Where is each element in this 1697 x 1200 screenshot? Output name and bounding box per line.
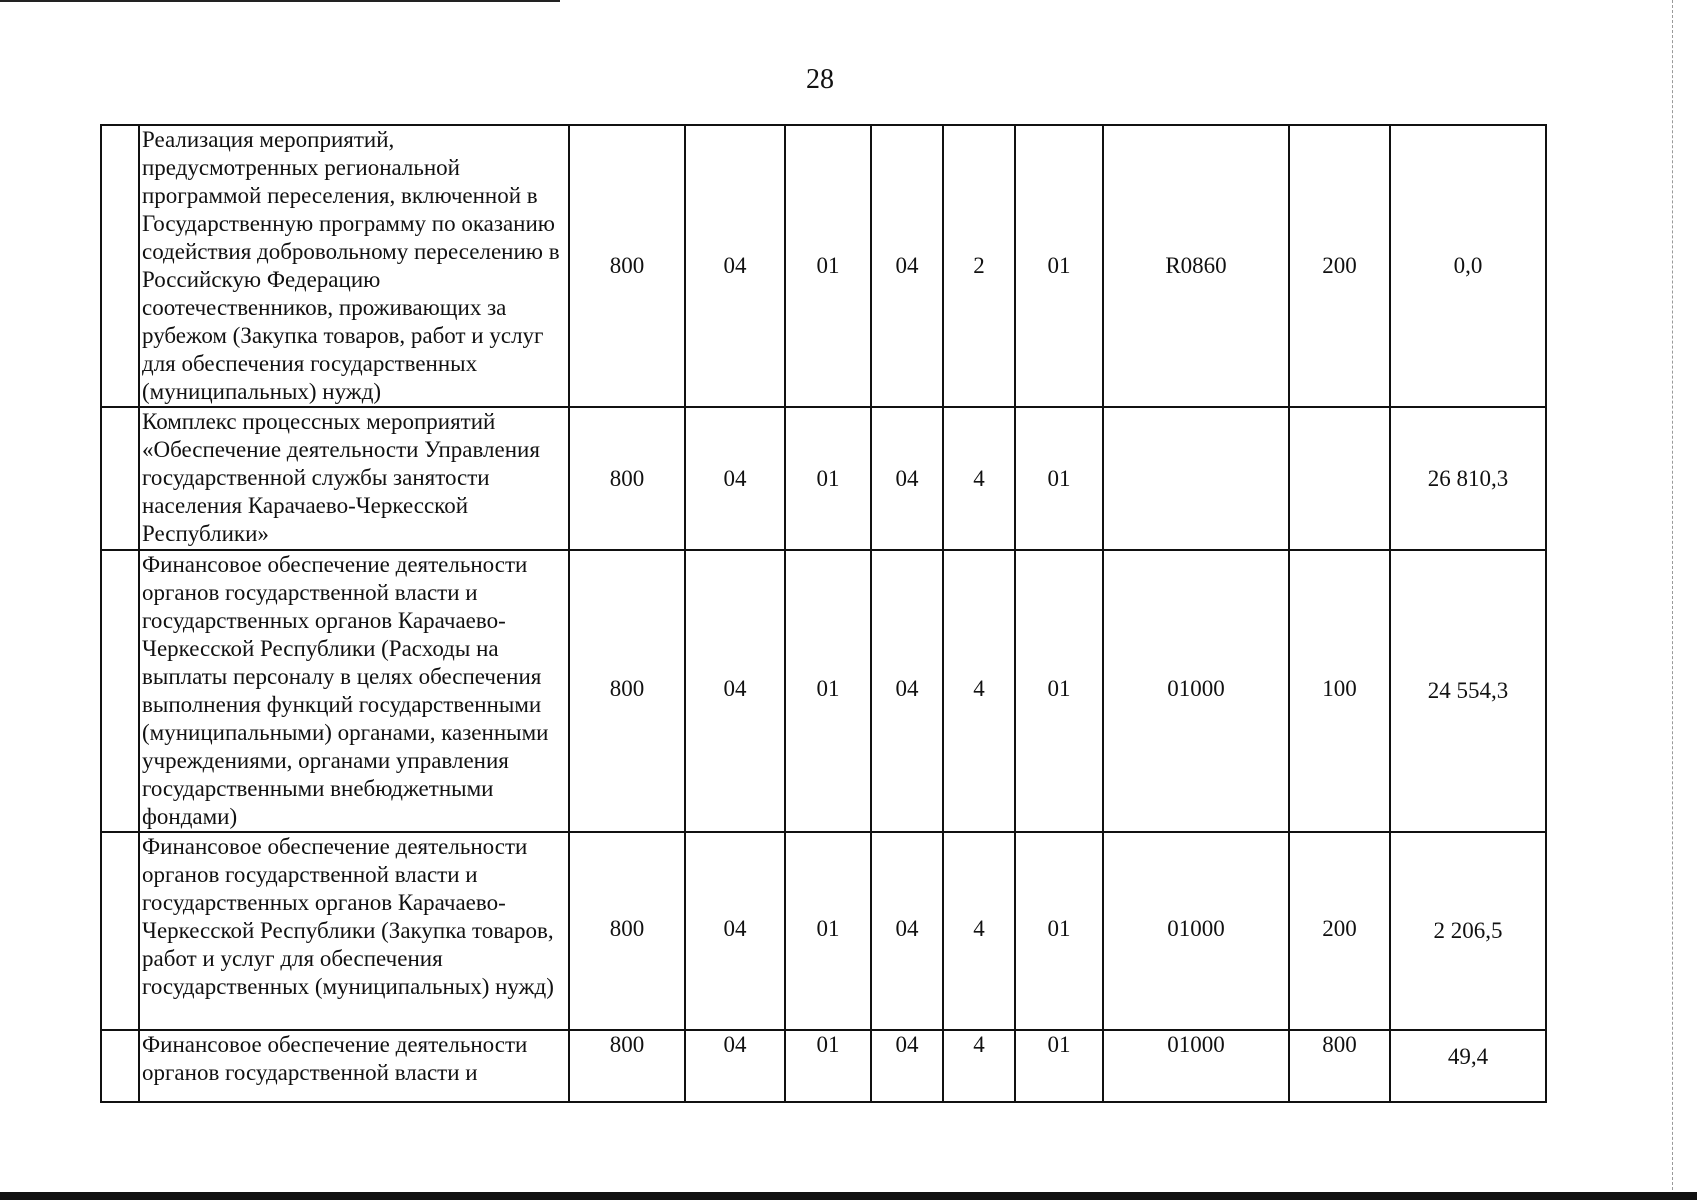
description-cell: Финансовое обеспечение деятельности органов государственной власти и государственных органов Карачаево-Черкесской Республики (Закупка товаров, работ и услуг для обеспечения государственных (муниципальных) нужд)	[139, 832, 569, 1030]
row-number-cell	[101, 550, 139, 832]
target-article-cell: 01000	[1103, 832, 1289, 1030]
target-article-cell: 01000	[1103, 1030, 1289, 1102]
budget-table	[100, 124, 1547, 1103]
amount-cell: 0,0	[1390, 125, 1546, 407]
section-cell: 04	[685, 832, 785, 1030]
program-cell: 04	[871, 407, 943, 550]
page-number: 28	[806, 64, 834, 95]
program-cell: 04	[871, 550, 943, 832]
expense-type-cell: 100	[1289, 550, 1390, 832]
program-cell: 04	[871, 125, 943, 407]
description-cell: Комплекс процессных мероприятий «Обеспечение деятельности Управления государственной службы занятости населения Карачаево-Черкесской Республики»	[139, 407, 569, 550]
program-cell: 04	[871, 1030, 943, 1102]
table-row	[101, 407, 1546, 550]
amount-cell: 2 206,5	[1390, 832, 1546, 1030]
subprogram-type-cell: 4	[943, 550, 1015, 832]
table-row	[101, 550, 1546, 832]
row-number-cell	[101, 1030, 139, 1102]
expense-type-cell: 800	[1289, 1030, 1390, 1102]
subsection-cell: 01	[785, 550, 871, 832]
right-scan-edge	[1672, 0, 1673, 1190]
subsection-cell: 01	[785, 1030, 871, 1102]
amount-cell: 24 554,3	[1390, 550, 1546, 832]
subprogram-cell: 01	[1015, 125, 1103, 407]
ministry-code-cell: 800	[569, 1030, 685, 1102]
ministry-code-cell: 800	[569, 832, 685, 1030]
subprogram-type-cell: 4	[943, 832, 1015, 1030]
section-cell: 04	[685, 407, 785, 550]
subsection-cell: 01	[785, 407, 871, 550]
expense-type-cell: 200	[1289, 125, 1390, 407]
subsection-cell: 01	[785, 832, 871, 1030]
section-cell: 04	[685, 125, 785, 407]
row-number-cell	[101, 832, 139, 1030]
top-scan-edge	[0, 0, 560, 2]
subprogram-cell: 01	[1015, 832, 1103, 1030]
ministry-code-cell: 800	[569, 550, 685, 832]
target-article-cell	[1103, 407, 1289, 550]
subsection-cell: 01	[785, 125, 871, 407]
subprogram-cell: 01	[1015, 550, 1103, 832]
row-number-cell	[101, 125, 139, 407]
amount-cell: 26 810,3	[1390, 407, 1546, 550]
subprogram-type-cell: 2	[943, 125, 1015, 407]
section-cell: 04	[685, 1030, 785, 1102]
program-cell: 04	[871, 832, 943, 1030]
expense-type-cell: 200	[1289, 832, 1390, 1030]
ministry-code-cell: 800	[569, 407, 685, 550]
target-article-cell: 01000	[1103, 550, 1289, 832]
table-row	[101, 832, 1546, 1030]
table-row	[101, 125, 1546, 407]
subprogram-cell: 01	[1015, 407, 1103, 550]
bottom-scan-edge	[0, 1192, 1697, 1200]
amount-cell: 49,4	[1390, 1030, 1546, 1102]
section-cell: 04	[685, 550, 785, 832]
subprogram-cell: 01	[1015, 1030, 1103, 1102]
target-article-cell: R0860	[1103, 125, 1289, 407]
expense-type-cell	[1289, 407, 1390, 550]
row-number-cell	[101, 407, 139, 550]
description-cell: Реализация мероприятий, предусмотренных региональной программой переселения, включенной в Государственную программу по оказанию содействия добровольному переселению в Российскую Федерацию соотечественников, проживающих за рубежом (Закупка товаров, работ и услуг для обеспечения государственных (муниципальных) нужд)	[139, 125, 569, 407]
table-row	[101, 1030, 1546, 1102]
description-cell: Финансовое обеспечение деятельности органов государственной власти и государственных органов Карачаево-Черкесской Республики (Расходы на выплаты персоналу в целях обеспечения выполнения функций государственными (муниципальными) органами, казенными учреждениями, органами управления государственными внебюджетными фондами)	[139, 550, 569, 832]
subprogram-type-cell: 4	[943, 407, 1015, 550]
subprogram-type-cell: 4	[943, 1030, 1015, 1102]
ministry-code-cell: 800	[569, 125, 685, 407]
description-cell: Финансовое обеспечение деятельности органов государственной власти и	[139, 1030, 569, 1102]
